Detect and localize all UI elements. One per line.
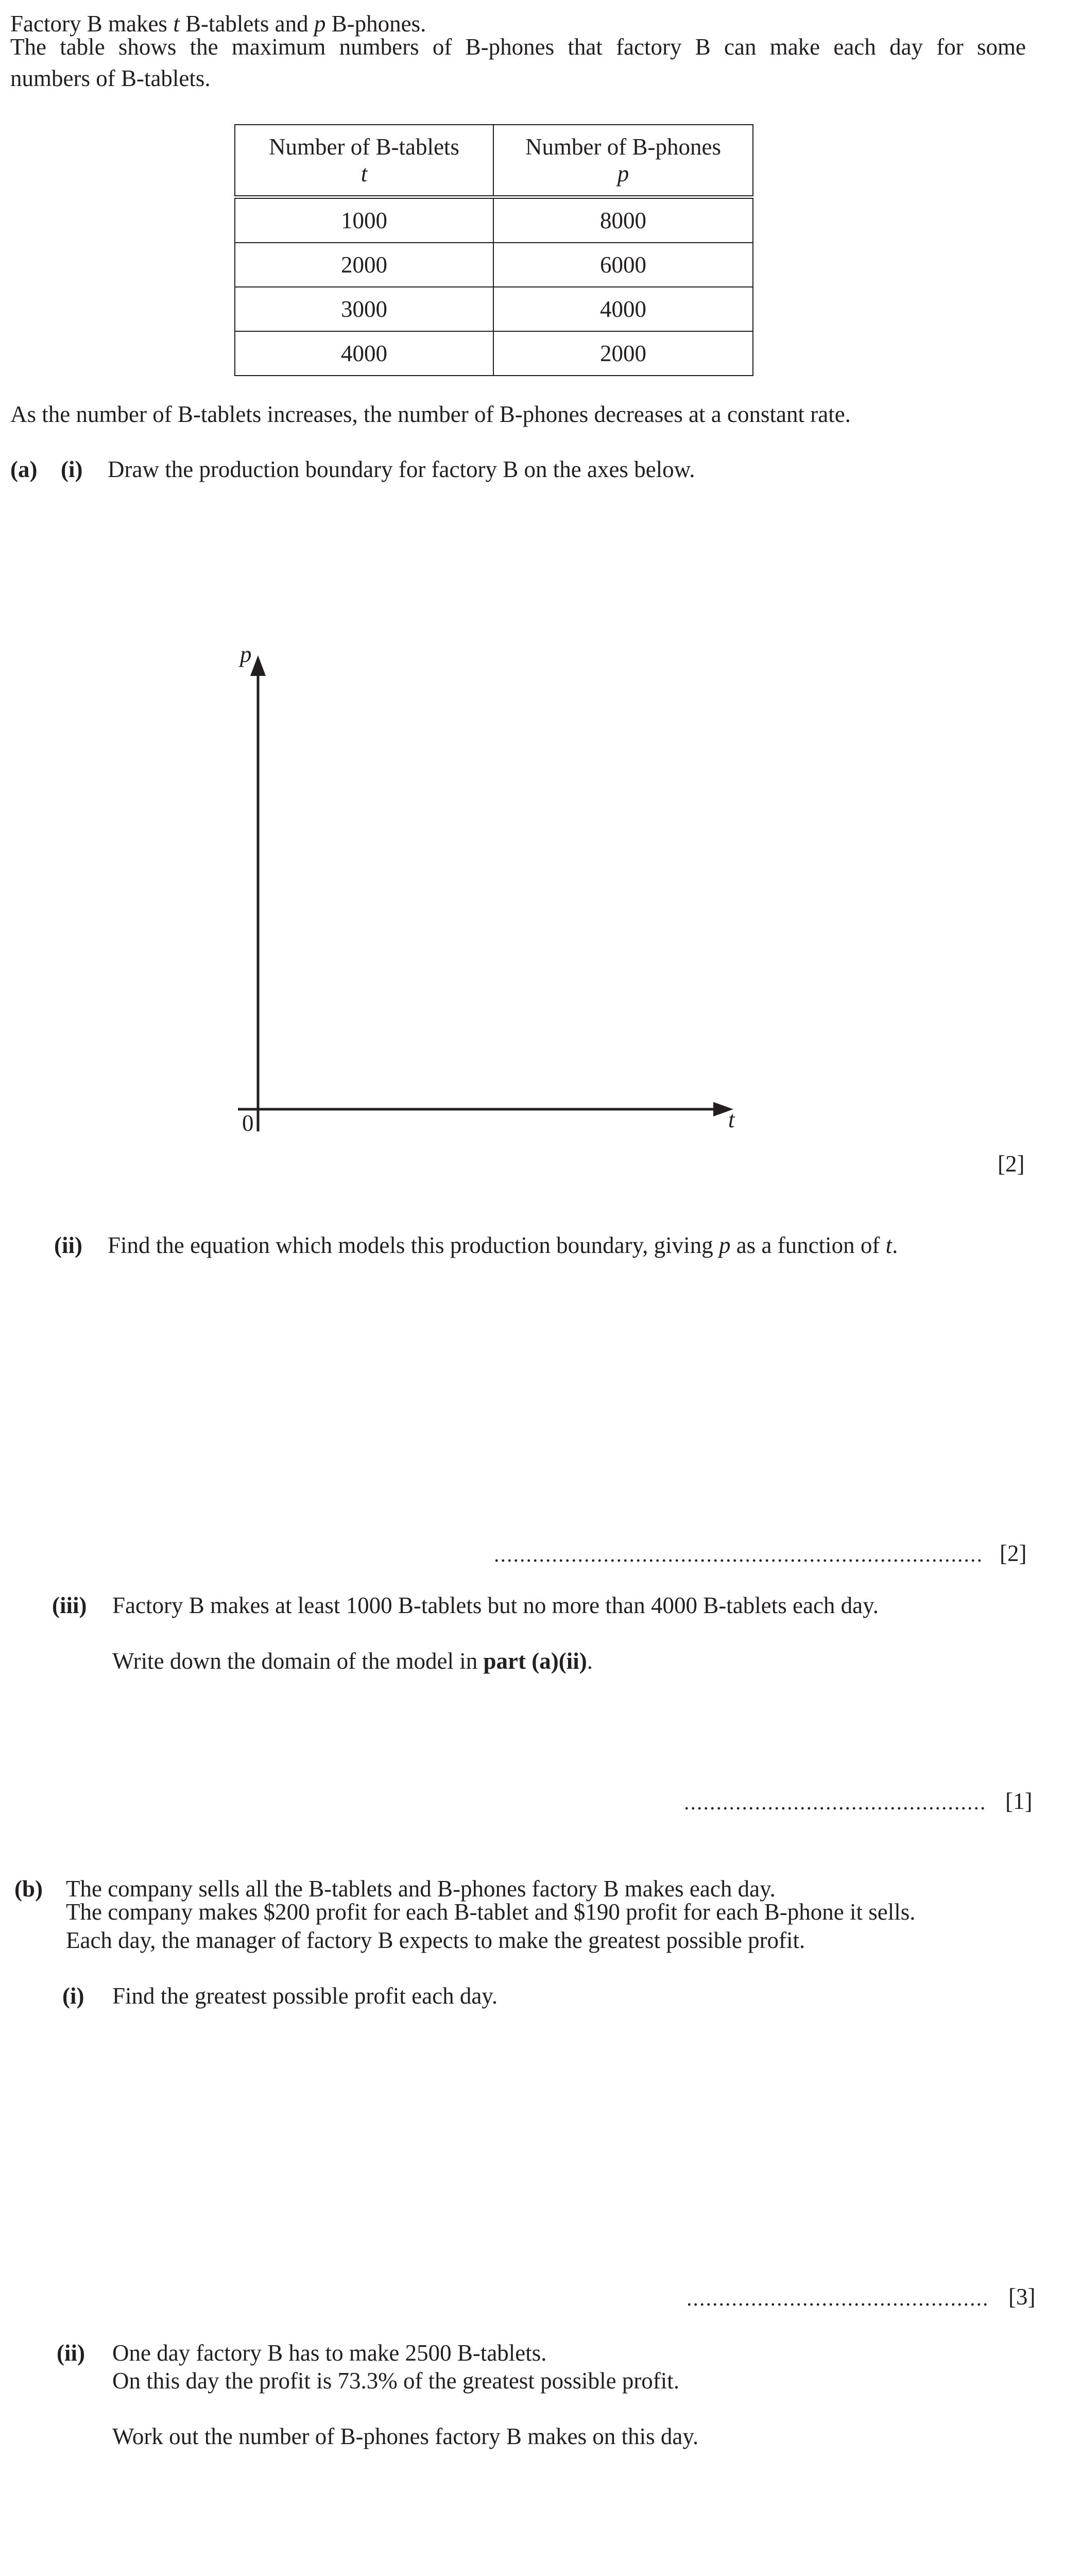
part-b-label: (b) [14,1876,43,1902]
part-b-ii-line-2: On this day the profit is 73.3% of the greatest possible profit. [112,2368,680,2394]
intro-line-2: The table shows the maximum numbers of B-phones that factory B can make each day for some [10,34,1026,60]
intro-text: Factory B makes [10,11,174,37]
question-text: Write down the domain of the model in [112,1648,484,1674]
part-reference: part (a)(ii) [483,1648,587,1674]
part-a-i-label: (i) [61,456,83,482]
p-axis-label: p [240,641,252,667]
part-b-i-label: (i) [62,1983,84,2009]
p-axis-arrow-icon [250,655,266,676]
header-label: Number of B-tablets [269,134,459,160]
intro-line-3: numbers of B-tablets. [10,65,211,91]
variable-p: p [314,11,326,37]
cell-tablets: 4000 [235,331,493,376]
part-b-line-2: The company makes $200 profit for each B-tablet and $190 profit for each B-phone it sells. [66,1899,916,1925]
variable-t: t [173,11,180,37]
marks-a-iii: [1] [1005,1788,1033,1814]
t-axis-label: t [728,1107,735,1132]
part-b-ii-label: (ii) [57,2340,85,2366]
question-text: . [892,1232,898,1258]
cell-tablets: 3000 [235,287,493,331]
answer-line-a-ii[interactable] [493,1559,982,1562]
question-text: as a function of [730,1232,886,1258]
part-b-ii-line-1: One day factory B has to make 2500 B-tablets. [112,2340,547,2366]
part-a-i-text: Draw the production boundary for factory B on the axes below. [108,456,695,482]
intro-text: B-tablets and [179,11,314,37]
answer-line-b-i[interactable] [686,2303,989,2306]
cell-phones: 8000 [493,197,753,243]
cell-phones: 6000 [493,243,753,287]
marks-a-ii: [2] [1000,1540,1027,1566]
header-variable: t [361,161,368,187]
part-a-ii-label: (ii) [54,1232,82,1258]
cell-tablets: 2000 [235,243,493,287]
part-b-ii-prompt: Work out the number of B-phones factory B makes on this day. [112,2424,699,2449]
part-a-label: (a) [10,456,38,482]
variable-p: p [718,1232,731,1258]
question-text: . [587,1648,593,1674]
header-variable: p [617,161,629,187]
part-a-iii-text: Factory B makes at least 1000 B-tablets but no more than 4000 B-tablets each day. [112,1592,879,1618]
answer-line-a-iii[interactable] [683,1807,985,1810]
cell-phones: 2000 [493,331,753,376]
part-b-line-1: The company sells all the B-tablets and B-phones factory B makes each day. [66,1876,776,1902]
part-b-line-3: Each day, the manager of factory B expects to make the greatest possible profit. [66,1927,805,1953]
intro-text: B-phones. [325,11,426,37]
cell-phones: 4000 [493,287,753,331]
cell-tablets: 1000 [235,197,493,243]
marks-b-i: [3] [1008,2284,1036,2310]
variable-t: t [885,1232,893,1258]
part-a-iii-label: (iii) [52,1592,87,1618]
part-a-iii-prompt [112,1650,593,1673]
header-label: Number of B-phones [525,134,721,160]
part-b-i-text: Find the greatest possible profit each day. [112,1983,498,2009]
part-a-ii-text [108,1234,898,1257]
marks-a-i: [2] [998,1151,1025,1177]
question-text: Find the equation which models this production boundary, giving [108,1232,719,1258]
statement: As the number of B-tablets increases, the number of B-phones decreases at a constant rate. [10,401,851,427]
origin-label: 0 [242,1110,254,1136]
